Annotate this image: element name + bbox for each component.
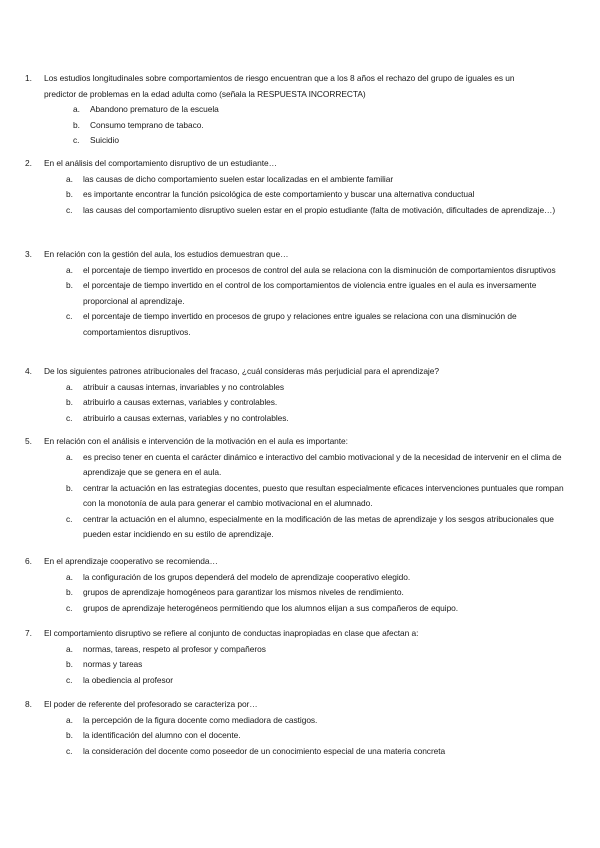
- answer-option: [0, 570, 578, 586]
- option-text: atribuirlo a causas externas, variables y no controlables.: [83, 412, 289, 423]
- question-8: [0, 697, 600, 759]
- option-text: el porcentaje de tiempo invertido en el control de los comportamientos de violencia entre iguales en el aula es inversamente proporcional al aprendizaje.: [83, 280, 537, 306]
- option-letter: b.: [66, 587, 73, 597]
- question-1: [0, 71, 600, 149]
- question-6: [0, 554, 600, 616]
- option-text: la percepción de la figura docente como mediadora de castigos.: [83, 714, 318, 725]
- question-number: 3.: [25, 249, 32, 259]
- option-letter: b.: [66, 189, 73, 199]
- answer-option: [0, 395, 578, 411]
- option-text: atribuir a causas internas, invariables y no controlables: [83, 381, 285, 392]
- question-text: En el aprendizaje cooperativo se recomienda…: [44, 556, 218, 566]
- option-letter: a.: [66, 714, 73, 725]
- option-letter: b.: [66, 730, 73, 740]
- question-4: [0, 364, 600, 426]
- answer-option: [0, 713, 578, 729]
- option-text: grupos de aprendizaje homogéneos para garantizar los mismos niveles de rendimiento.: [83, 587, 404, 597]
- answer-option: [0, 481, 578, 512]
- answer-option: [0, 673, 578, 689]
- option-text: es importante encontrar la función psicológica de este comportamiento y buscar una alternativa conductual: [83, 189, 475, 199]
- question-number: 5.: [25, 436, 32, 446]
- answer-option: [0, 133, 585, 149]
- question-text: El poder de referente del profesorado se caracteriza por…: [44, 699, 258, 709]
- option-letter: c.: [66, 602, 73, 613]
- option-text: Suicidio: [90, 135, 119, 145]
- answer-option: [0, 512, 578, 543]
- question-line: [0, 434, 544, 450]
- answer-option: [0, 601, 578, 617]
- option-letter: b.: [66, 397, 73, 407]
- option-text: la configuración de los grupos dependerá del modelo de aprendizaje cooperativo elegido.: [83, 571, 411, 582]
- option-text: Consumo temprano de tabaco.: [90, 119, 204, 130]
- option-text: es preciso tener en cuenta el carácter dinámico e interactivo del cambio motivacional y de la necesidad de intervenir en el clima de aprendizaje que se genera en el aula.: [83, 451, 562, 477]
- question-line: [0, 247, 544, 263]
- option-letter: a.: [66, 381, 73, 392]
- question-text: En relación con el análisis e intervención de la motivación en el aula es importante:: [44, 436, 348, 446]
- question-number: 1.: [25, 73, 32, 83]
- question-line: [0, 697, 544, 713]
- option-text: la consideración del docente como poseedor de un conocimiento especial de una materia concreta: [83, 745, 446, 756]
- option-text: las causas de dicho comportamiento suelen estar localizadas en el ambiente familiar: [83, 173, 394, 184]
- question-number: 4.: [25, 366, 32, 376]
- question-text: En relación con la gestión del aula, los estudios demuestran que…: [44, 249, 289, 259]
- option-text: la obediencia al profesor: [83, 674, 174, 685]
- answer-option: [0, 309, 578, 340]
- option-letter: a.: [66, 643, 73, 654]
- answer-option: [0, 585, 578, 601]
- answer-option: [0, 411, 578, 427]
- option-text: normas y tareas: [83, 659, 143, 669]
- option-letter: b.: [73, 119, 80, 130]
- option-letter: c.: [66, 311, 73, 321]
- option-text: la identificación del alumno con el docente.: [83, 730, 241, 740]
- option-text: centrar la actuación en las estrategias docentes, puesto que resultan especialmente eficaces intervenciones puntuales que rompan con la monotonía de aula para generar el cambio motivacional en el alumnado.: [83, 482, 564, 508]
- option-letter: c.: [73, 135, 80, 145]
- answer-option: [0, 118, 585, 134]
- question-line: [0, 554, 544, 570]
- answer-option: [0, 203, 578, 219]
- question-text: En el análisis del comportamiento disruptivo de un estudiante…: [44, 158, 277, 168]
- answer-option: [0, 744, 578, 760]
- question-text: De los siguientes patrones atribucionales del fracaso, ¿cuál consideras más perjudicial para el aprendizaje?: [44, 366, 439, 376]
- answer-option: [0, 278, 578, 309]
- question-text: Los estudios longitudinales sobre comportamientos de riesgo encuentran que a los 8 años el rechazo del grupo de iguales es un predictor de problemas en la edad adulta como (señala la RESPUESTA INCORRECTA): [44, 73, 515, 99]
- option-text: Abandono prematuro de la escuela: [90, 104, 219, 114]
- question-number: 7.: [25, 628, 32, 638]
- question-text: El comportamiento disruptivo se refiere al conjunto de conductas inapropiadas en clase que afectan a:: [44, 628, 419, 638]
- option-letter: b.: [66, 280, 73, 290]
- question-5: [0, 434, 600, 543]
- question-3: [0, 247, 600, 340]
- option-letter: c.: [66, 674, 73, 685]
- option-letter: c.: [66, 745, 73, 756]
- option-text: atribuirlo a causas externas, variables y controlables.: [83, 397, 278, 407]
- question-line: [0, 626, 544, 642]
- answer-option: [0, 728, 578, 744]
- option-letter: c.: [66, 412, 73, 423]
- option-text: normas, tareas, respeto al profesor y compañeros: [83, 643, 266, 654]
- answer-option: [0, 657, 578, 673]
- option-text: las causas del comportamiento disruptivo suelen estar en el propio estudiante (falta de motivación, dificultades de aprendizaje…): [83, 204, 556, 215]
- question-line: [0, 364, 544, 380]
- answer-option: [0, 380, 578, 396]
- question-2: [0, 156, 600, 218]
- option-letter: a.: [66, 173, 73, 184]
- option-text: centrar la actuación en el alumno, especialmente en la modificación de las metas de aprendizaje y los sesgos atribucionales que pueden estar incidiendo en su estilo de aprendizaje.: [83, 513, 554, 539]
- question-number: 6.: [25, 556, 32, 566]
- option-text: el porcentaje de tiempo invertido en procesos de control del aula se relaciona con la disminución de comportamientos disruptivos: [83, 264, 556, 275]
- question-number: 8.: [25, 699, 32, 709]
- answer-option: [0, 263, 578, 279]
- option-text: grupos de aprendizaje heterogéneos permitiendo que los alumnos elijan a sus compañeros de equipo.: [83, 602, 459, 613]
- question-line: [0, 156, 544, 172]
- option-letter: c.: [66, 513, 73, 524]
- option-letter: a.: [66, 451, 73, 462]
- answer-option: [0, 187, 578, 203]
- answer-option: [0, 642, 578, 658]
- answer-option: [0, 450, 578, 481]
- option-letter: a.: [73, 104, 80, 114]
- question-number: 2.: [25, 158, 32, 168]
- option-text: el porcentaje de tiempo invertido en procesos de grupo y relaciones entre iguales se relaciona con una disminución de comportamientos disruptivos.: [83, 311, 517, 337]
- option-letter: c.: [66, 204, 73, 215]
- option-letter: b.: [66, 482, 73, 493]
- question-7: [0, 626, 600, 688]
- option-letter: b.: [66, 659, 73, 669]
- answer-option: [0, 172, 578, 188]
- option-letter: a.: [66, 571, 73, 582]
- answer-option: [0, 102, 585, 118]
- question-line: [0, 71, 544, 102]
- option-letter: a.: [66, 264, 73, 275]
